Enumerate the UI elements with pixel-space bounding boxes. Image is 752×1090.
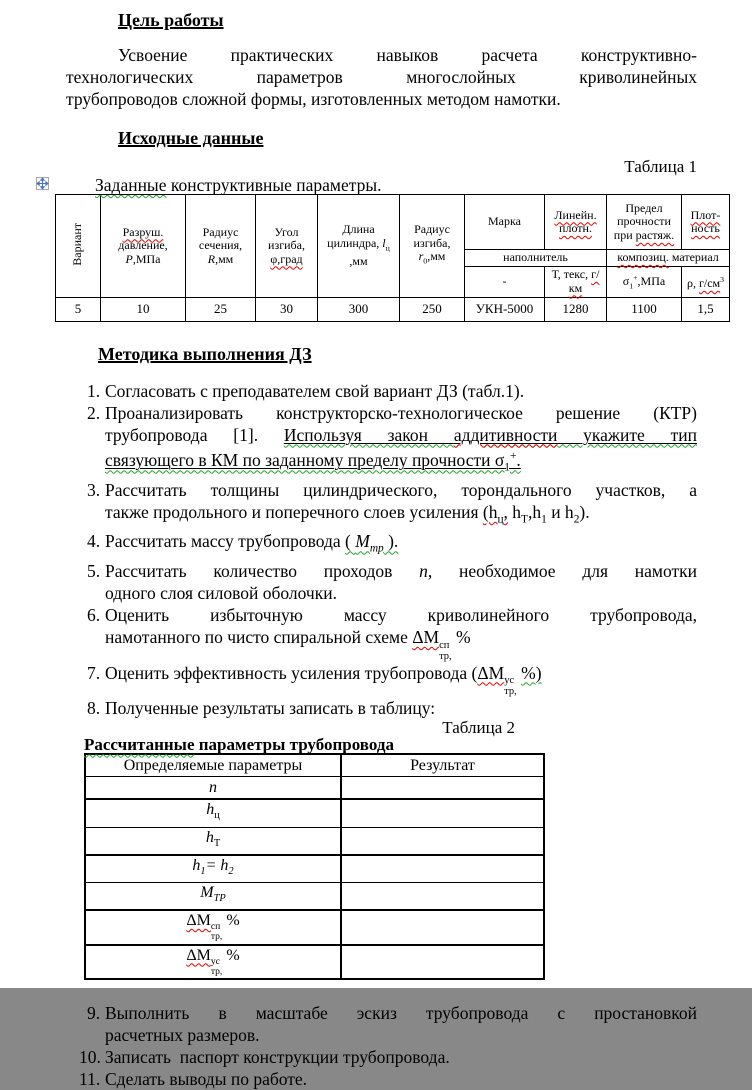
table1-caption: Таблица 1	[624, 157, 697, 176]
method-item-line: трубопровода [1]. Используя закон аддитивности укажите тип	[105, 424, 697, 445]
method-item-line: Оценить избыточную массу криволинейного трубопровода,	[105, 604, 697, 625]
method-item	[79, 1068, 697, 1090]
method-item	[79, 1046, 697, 1068]
table2-title: Рассчитанные параметры трубопровода	[84, 735, 394, 755]
table2-result-cell	[341, 882, 544, 910]
method-item-line: Проанализировать конструкторско-технологическое решение (КТР)	[105, 402, 697, 423]
method-item	[87, 697, 697, 719]
method-list	[87, 380, 697, 720]
table2-result-cell	[341, 855, 544, 883]
method-item-line: Выполнить в масштабе эскиз трубопровода с простановкой	[105, 1002, 697, 1023]
paragraph-line: Усвоение практических навыков расчета конструктивно-	[118, 45, 697, 65]
table2-caption: Таблица 2	[442, 718, 515, 738]
method-item	[87, 479, 697, 531]
method-item-line: Рассчитать количество проходов n, необходимое для намотки	[105, 560, 698, 581]
table2-result-cell	[341, 799, 544, 827]
table1-data-bend-radius: 250	[400, 297, 465, 321]
paragraph-line: трубопроводов сложной формы, изготовленных методом намотки.	[66, 89, 561, 109]
table1-data-strength: 1100	[607, 297, 682, 321]
table1-data-variant: 5	[56, 297, 101, 321]
input-data-heading: Исходные данные	[118, 128, 264, 148]
table2-param-mtr: $M_{ТР}$	[85, 882, 341, 910]
method-item-number: 4.	[87, 531, 101, 552]
table2-result-cell	[341, 910, 544, 944]
table-move-anchor-icon[interactable]	[36, 177, 49, 190]
four-way-arrow-icon	[37, 178, 48, 189]
table1-data-cylinder-length: 300	[318, 297, 400, 321]
table2-param-ht: $h_Т$	[85, 827, 341, 855]
method-item	[87, 380, 697, 402]
table1-unit-tex: Т, текс, г/км	[545, 266, 607, 297]
table2-result-cell	[341, 827, 544, 855]
method-item-line: Рассчитать массу трубопровода ( $M_{тр}$ ).	[105, 531, 399, 555]
table2-param-dmsp: ΔM сп тр, %	[85, 910, 341, 944]
table2-header-parameters: Определяемые параметры	[85, 754, 341, 777]
table1-unit-dash: -	[465, 266, 545, 297]
method-item-number: 11.	[79, 1068, 101, 1089]
table1-header-variant	[56, 195, 101, 298]
method-item	[87, 604, 697, 662]
method-item-number: 5.	[87, 560, 101, 581]
method-item-number: 9.	[87, 1002, 101, 1023]
table1-header-section-radius: Радиус сечения, R,мм	[186, 195, 256, 298]
table2-param-h1h2: $h_1= h_2$	[85, 855, 341, 883]
method-item	[87, 530, 697, 560]
table1-data-bend-angle: 30	[256, 297, 318, 321]
method-item-line: Оценить эффективность усиления трубопровода (ΔM ус тр, %)	[105, 662, 542, 698]
table1-data-mark: УКН-5000	[465, 297, 545, 321]
method-heading: Методика выполнения ДЗ	[98, 343, 312, 364]
method-item-line: намотанного по чисто спиральной схеме ΔM сп тр, %	[105, 626, 471, 662]
table1-header-bend-angle: Угол изгиба, φ,град	[256, 195, 318, 298]
table1-group-composite: композиц. материал	[607, 250, 730, 267]
table1-header-density: Плот-ность	[682, 195, 730, 250]
table2-result-cell	[341, 777, 544, 800]
method-list-tail	[79, 1002, 697, 1090]
method-item	[87, 1002, 697, 1046]
method-item-number: 2.	[87, 402, 101, 423]
table1-data-linear-density: 1280	[545, 297, 607, 321]
method-item-line: одного слоя силовой оболочки.	[105, 582, 337, 603]
table1-header-mark: Марка	[465, 195, 545, 250]
variant-label: Вариант	[70, 222, 85, 266]
table1-header-cylinder-length: Длина цилиндра, $l_ц$ ,мм	[318, 195, 400, 298]
table1-header-pressure: Разруш. давление, P,МПа	[101, 195, 186, 298]
method-item-number: 8.	[87, 698, 101, 719]
method-item-line: Рассчитать толщины цилиндрического, торондального участков, а	[105, 479, 697, 500]
table1-header-tensile-strength: Предел прочности при растяж.	[607, 195, 682, 250]
given-parameters-table	[55, 194, 730, 322]
table1-data-density: 1,5	[682, 297, 730, 321]
method-item-number: 6.	[87, 604, 101, 625]
table2-header-result: Результат	[341, 754, 544, 777]
table2-param-n: n	[85, 777, 341, 800]
method-item-line: связующего в КМ по заданному пределу прочности $\sigma_1^+$.	[105, 450, 521, 474]
method-item-line: Согласовать с преподавателем свой вариант ДЗ (табл.1).	[105, 380, 525, 401]
goal-heading: Цель работы	[118, 10, 224, 30]
method-item-number: 1.	[87, 380, 101, 401]
method-item-line: также продольного и поперечного слоев усиления ($h_ц$, $h_Т,h_1$ и $h_2$).	[105, 501, 590, 526]
table1-title: Заданные конструктивные параметры.	[95, 175, 382, 195]
method-item-line: расчетных размеров.	[105, 1024, 260, 1045]
method-item-number: 3.	[87, 479, 101, 500]
method-item-line: Полученные результаты записать в таблицу:	[105, 698, 436, 719]
paragraph-line: технологических параметров многослойных криволинейных	[66, 67, 697, 87]
table1-group-filler: наполнитель	[465, 250, 607, 267]
method-item	[87, 662, 697, 698]
table2-param-dmus: ΔM ус тр, %	[85, 945, 341, 979]
table1-header-linear-density: Линейн. плотн.	[545, 195, 607, 250]
method-item	[87, 560, 697, 604]
table1-data-section-radius: 25	[186, 297, 256, 321]
goal-paragraph	[66, 44, 697, 110]
table2-param-hc: $h_ц$	[85, 799, 341, 827]
table1-header-bend-radius: Радиус изгиба, $r_0,мм$	[400, 195, 465, 298]
method-item-line: Записать паспорт конструкции трубопровода.	[105, 1046, 450, 1067]
method-item-number: 7.	[87, 662, 101, 683]
table1-unit-sigma: $\sigma_1^+,МПа$	[607, 266, 682, 297]
table1-data-pressure: 10	[101, 297, 186, 321]
table1-unit-rho: ρ, $г/см^3$	[682, 266, 730, 297]
method-item-number: 10.	[79, 1046, 101, 1067]
method-item-line: Сделать выводы по работе.	[105, 1068, 308, 1089]
calculated-parameters-table	[84, 753, 545, 980]
table2-result-cell	[341, 945, 544, 979]
method-item	[87, 402, 697, 479]
